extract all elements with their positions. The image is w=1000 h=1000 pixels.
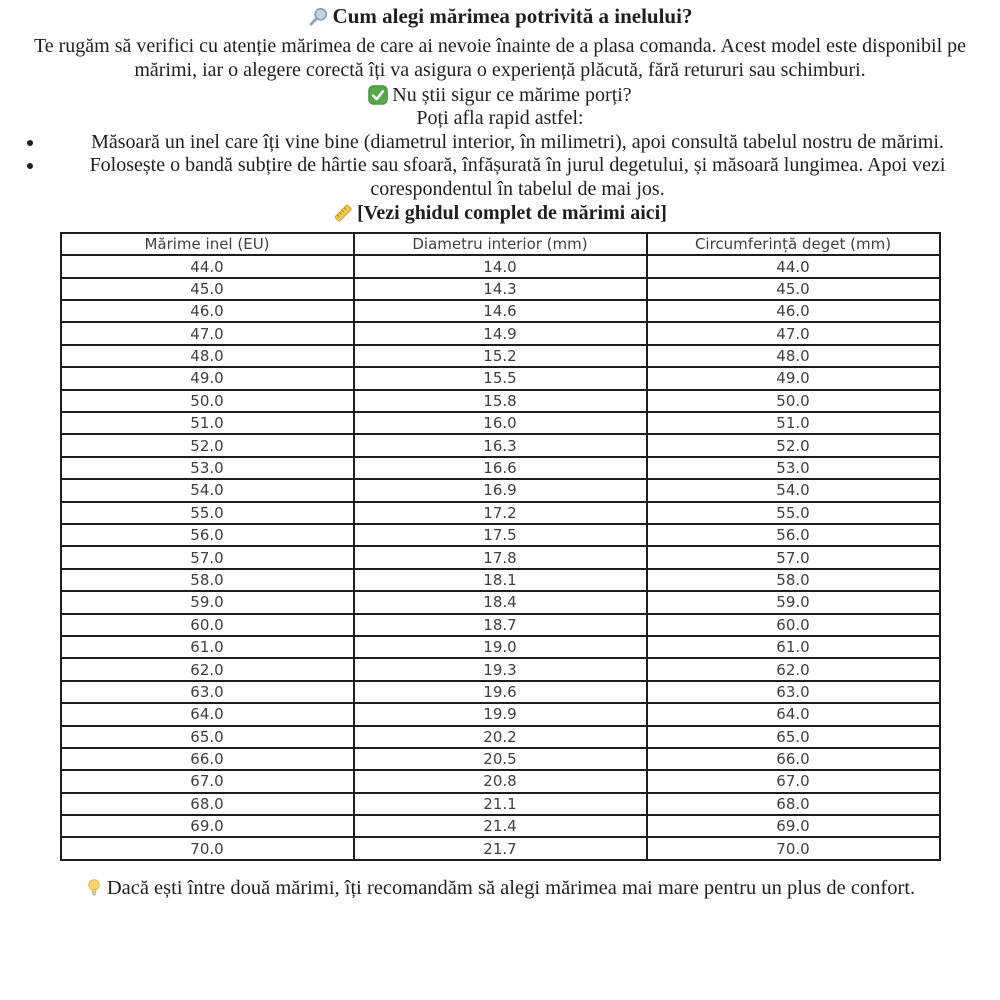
table-row (61, 837, 940, 859)
table-cell: 66.0 (647, 748, 940, 770)
table-cell: 54.0 (647, 479, 940, 501)
table-cell: 61.0 (647, 636, 940, 658)
table-row (61, 681, 940, 703)
table-cell: 20.2 (354, 726, 647, 748)
table-cell: 69.0 (647, 815, 940, 837)
size-table (60, 232, 941, 861)
table-row (61, 412, 940, 434)
list-item-text: Folosește o bandă subțire de hârtie sau sfoară, înfășurată în jurul degetului, și măsoară lungimea. Apoi vezi corespondentul în tabelul de mai jos. (89, 154, 946, 200)
table-cell: 21.4 (354, 815, 647, 837)
table-row (61, 793, 940, 815)
table-row (61, 658, 940, 680)
table-cell: 44.0 (647, 255, 940, 277)
table-cell: 50.0 (647, 390, 940, 412)
table-cell: 19.0 (354, 636, 647, 658)
table-cell: 59.0 (647, 591, 940, 613)
list-item (45, 154, 990, 201)
table-cell: 45.0 (61, 278, 354, 300)
table-cell: 47.0 (647, 322, 940, 344)
table-cell: 58.0 (647, 569, 940, 591)
table-row (61, 300, 940, 322)
table-cell: 18.7 (354, 614, 647, 636)
table-cell: 46.0 (61, 300, 354, 322)
table-cell: 45.0 (647, 278, 940, 300)
table-row (61, 614, 940, 636)
table-cell: 21.1 (354, 793, 647, 815)
table-cell: 14.3 (354, 278, 647, 300)
table-cell: 64.0 (647, 703, 940, 725)
table-cell: 19.3 (354, 658, 647, 680)
table-cell: 15.2 (354, 345, 647, 367)
table-cell: 60.0 (61, 614, 354, 636)
footer-note-text: Dacă ești între două mărimi, îți recomandăm să alegi mărimea mai mare pentru un plus de confort. (106, 876, 916, 899)
table-cell: 16.6 (354, 457, 647, 479)
table-cell: 58.0 (61, 569, 354, 591)
table-cell: 56.0 (647, 524, 940, 546)
intro-paragraph: Te rugăm să verifici cu atenție mărimea de care ai nevoie înainte de a plasa comanda. Acest model este disponibil pe mărimi, iar o alegere corectă îți va asigura o experiență plăcută, fără retururi sau schimburi. (33, 35, 967, 81)
col-header-inner-diameter: Diametru interior (mm) (354, 233, 647, 255)
table-cell: 14.9 (354, 322, 647, 344)
table-row (61, 636, 940, 658)
table-cell: 61.0 (61, 636, 354, 658)
table-cell: 17.8 (354, 546, 647, 568)
table-cell: 68.0 (647, 793, 940, 815)
table-cell: 60.0 (647, 614, 940, 636)
table-row (61, 390, 940, 412)
table-cell: 50.0 (61, 390, 354, 412)
table-cell: 20.8 (354, 770, 647, 792)
table-row (61, 546, 940, 568)
table-cell: 70.0 (647, 837, 940, 859)
table-row (61, 815, 940, 837)
table-cell: 67.0 (647, 770, 940, 792)
table-cell: 48.0 (61, 345, 354, 367)
table-row (61, 367, 940, 389)
table-cell: 64.0 (61, 703, 354, 725)
table-cell: 17.5 (354, 524, 647, 546)
table-cell: 18.4 (354, 591, 647, 613)
col-header-ring-size: Mărime inel (EU) (61, 233, 354, 255)
page-title (0, 4, 1000, 29)
table-cell: 63.0 (61, 681, 354, 703)
hint-line: Poți afla rapid astfel: (416, 107, 584, 130)
table-cell: 51.0 (61, 412, 354, 434)
col-header-finger-circumference: Circumferință deget (mm) (647, 233, 940, 255)
table-cell: 70.0 (61, 837, 354, 859)
footer-note (6, 877, 994, 901)
size-table-header (61, 233, 940, 255)
list-item-text: Măsoară un inel care îți vine bine (diametrul interior, în milimetri), apoi consultă tabelul nostru de mărimi. (91, 130, 944, 153)
table-cell: 67.0 (61, 770, 354, 792)
table-cell: 46.0 (647, 300, 940, 322)
table-row (61, 591, 940, 613)
checkmark-icon (368, 85, 388, 105)
size-question-text: Nu știi sigur ce mărime porți? (392, 83, 632, 106)
table-cell: 52.0 (647, 434, 940, 456)
table-row (61, 457, 940, 479)
instructions-list (0, 131, 1000, 201)
table-cell: 68.0 (61, 793, 354, 815)
lightbulb-icon (85, 878, 103, 898)
table-cell: 21.7 (354, 837, 647, 859)
table-row (61, 322, 940, 344)
table-cell: 51.0 (647, 412, 940, 434)
size-guide-link[interactable]: [Vezi ghidul complet de mărimi aici] (357, 201, 667, 224)
table-cell: 15.5 (354, 367, 647, 389)
table-cell: 14.6 (354, 300, 647, 322)
table-row (61, 502, 940, 524)
table-cell: 55.0 (61, 502, 354, 524)
table-cell: 19.9 (354, 703, 647, 725)
list-item (45, 131, 990, 154)
size-table-body (61, 255, 940, 860)
table-cell: 54.0 (61, 479, 354, 501)
table-cell: 66.0 (61, 748, 354, 770)
table-row (61, 703, 940, 725)
table-row (61, 748, 940, 770)
table-row (61, 770, 940, 792)
table-cell: 52.0 (61, 434, 354, 456)
table-cell: 69.0 (61, 815, 354, 837)
table-cell: 18.1 (354, 569, 647, 591)
page-title-text: Cum alegi mărimea potrivită a inelului? (332, 4, 693, 28)
size-guide-link-line (0, 202, 1000, 225)
table-row (61, 434, 940, 456)
table-cell: 16.3 (354, 434, 647, 456)
table-cell: 57.0 (647, 546, 940, 568)
table-cell: 59.0 (61, 591, 354, 613)
table-cell: 17.2 (354, 502, 647, 524)
table-row (61, 569, 940, 591)
table-cell: 48.0 (647, 345, 940, 367)
table-row (61, 255, 940, 277)
table-row (61, 278, 940, 300)
table-cell: 62.0 (647, 658, 940, 680)
table-header-row (61, 233, 940, 255)
table-cell: 56.0 (61, 524, 354, 546)
table-cell: 57.0 (61, 546, 354, 568)
magnifier-icon (308, 6, 329, 27)
table-row (61, 524, 940, 546)
table-cell: 14.0 (354, 255, 647, 277)
table-cell: 20.5 (354, 748, 647, 770)
table-cell: 49.0 (61, 367, 354, 389)
table-cell: 65.0 (61, 726, 354, 748)
table-cell: 16.9 (354, 479, 647, 501)
table-cell: 55.0 (647, 502, 940, 524)
table-cell: 49.0 (647, 367, 940, 389)
table-cell: 15.8 (354, 390, 647, 412)
table-row (61, 726, 940, 748)
table-cell: 62.0 (61, 658, 354, 680)
table-cell: 63.0 (647, 681, 940, 703)
table-cell: 47.0 (61, 322, 354, 344)
table-cell: 53.0 (61, 457, 354, 479)
table-cell: 65.0 (647, 726, 940, 748)
table-cell: 53.0 (647, 457, 940, 479)
ruler-icon (333, 203, 353, 223)
size-question-line (0, 84, 1000, 107)
table-row (61, 479, 940, 501)
table-row (61, 345, 940, 367)
table-cell: 19.6 (354, 681, 647, 703)
table-cell: 16.0 (354, 412, 647, 434)
table-cell: 44.0 (61, 255, 354, 277)
